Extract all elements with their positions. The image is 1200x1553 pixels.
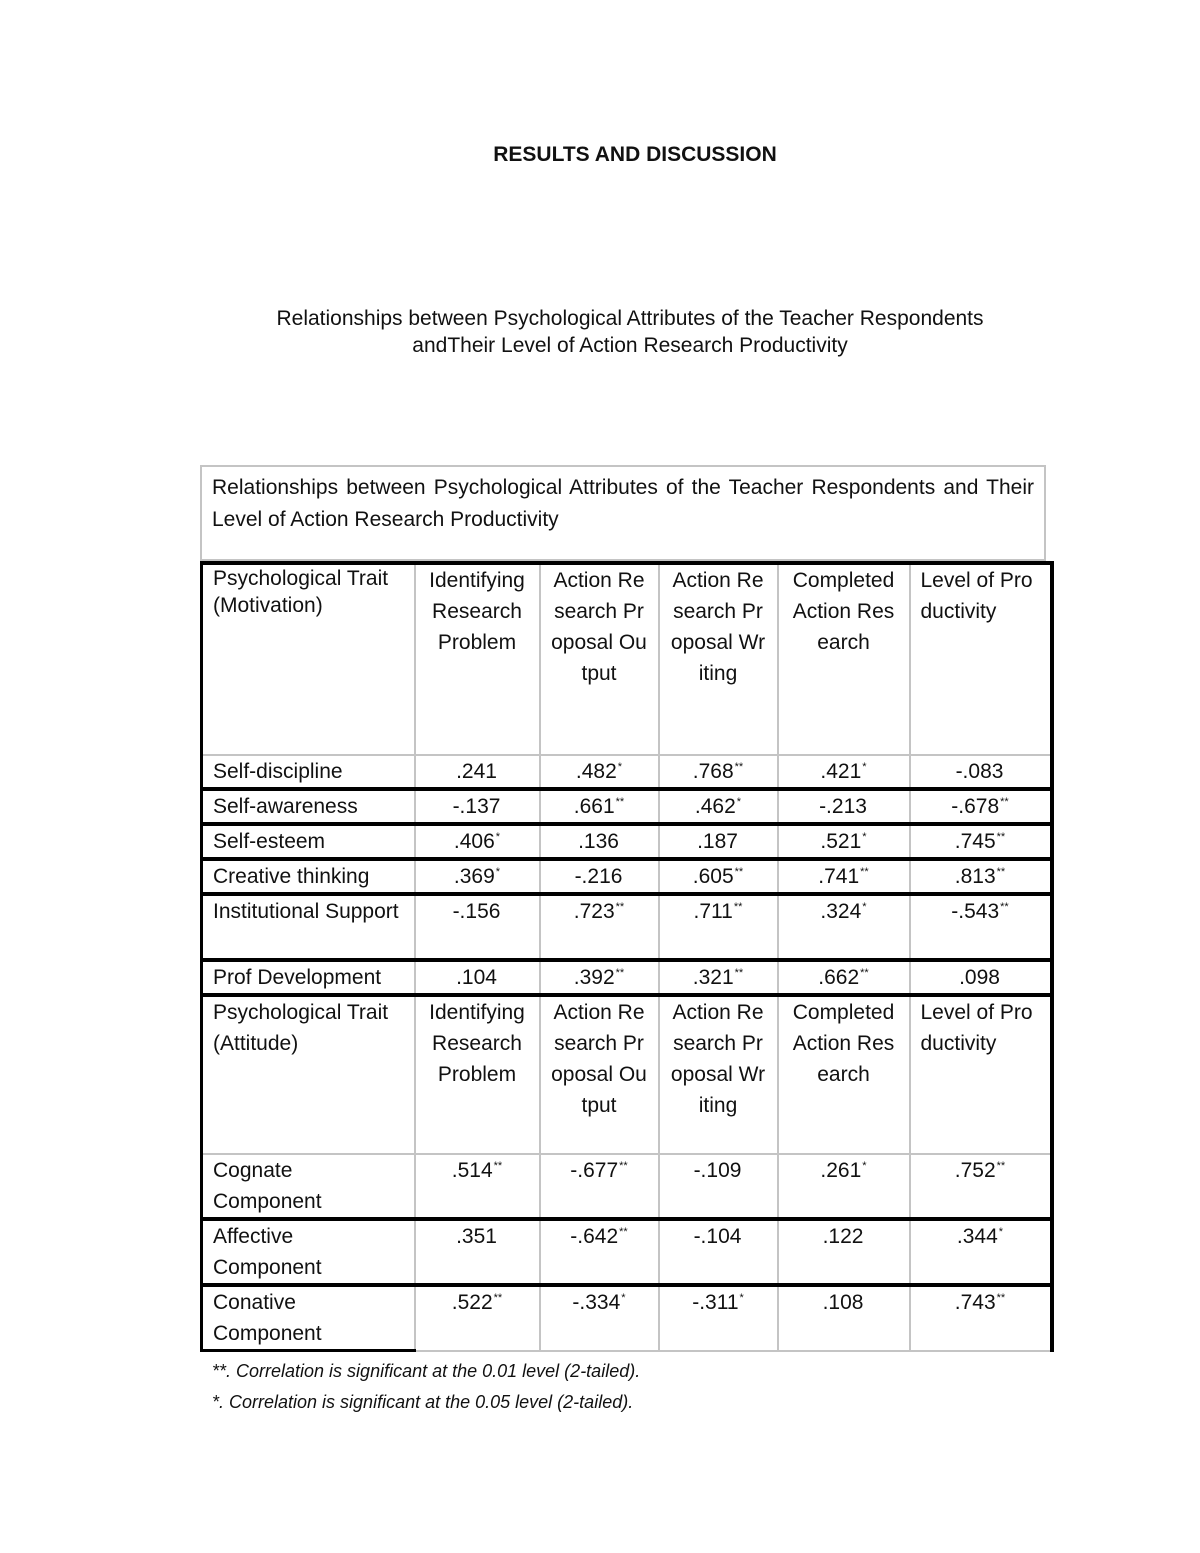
footnote-005: *. Correlation is significant at the 0.05 level (2-tailed).	[212, 1392, 634, 1412]
correlation-table	[200, 561, 1054, 1352]
value-cell: .745**	[910, 824, 1052, 859]
value-cell: .392**	[540, 960, 659, 995]
header-cell-proposal-writing: Action Research Proposal Writing	[659, 563, 778, 755]
row-label: Cognate Component	[202, 1154, 415, 1219]
value-cell: .136	[540, 824, 659, 859]
header-cell-trait: Psychological Trait (Attitude)	[202, 995, 415, 1154]
value-cell: .741**	[778, 859, 910, 894]
value-cell: .421*	[778, 755, 910, 789]
value-cell: .723**	[540, 894, 659, 960]
attitude-header-row	[202, 995, 1052, 1154]
value-cell: .098	[910, 960, 1052, 995]
header-cell-identifying: Identifying Research Problem	[415, 563, 540, 755]
value-cell: .522**	[415, 1285, 540, 1351]
value-cell: .351	[415, 1219, 540, 1285]
footnote-001: **. Correlation is significant at the 0.01 level (2-tailed).	[212, 1361, 641, 1381]
header-cell-proposal-output: Action Research Proposal Output	[540, 995, 659, 1154]
value-cell: .605**	[659, 859, 778, 894]
table-footnotes	[212, 1356, 640, 1418]
value-cell: .261*	[778, 1154, 910, 1219]
table-row	[202, 789, 1052, 824]
value-cell: -.104	[659, 1219, 778, 1285]
table-row	[202, 1285, 1052, 1351]
value-cell: .241	[415, 755, 540, 789]
value-cell: .482*	[540, 755, 659, 789]
value-cell: -.678**	[910, 789, 1052, 824]
page-heading: RESULTS AND DISCUSSION	[493, 143, 777, 166]
value-cell: .743**	[910, 1285, 1052, 1351]
header-cell-proposal-writing: Action Research Proposal Writing	[659, 995, 778, 1154]
header-cell-productivity: Level of Productivity	[910, 563, 1052, 755]
value-cell: .711**	[659, 894, 778, 960]
value-cell: -.334*	[540, 1285, 659, 1351]
value-cell: .462*	[659, 789, 778, 824]
value-cell: -.156	[415, 894, 540, 960]
header-cell-productivity: Level of Productivity	[910, 995, 1052, 1154]
row-label: Self-esteem	[202, 824, 415, 859]
motivation-header-row	[202, 563, 1052, 755]
header-cell-completed: Completed Action Research	[778, 563, 910, 755]
value-cell: .813**	[910, 859, 1052, 894]
value-cell: .344*	[910, 1219, 1052, 1285]
value-cell: -.213	[778, 789, 910, 824]
value-cell: .406*	[415, 824, 540, 859]
header-cell-completed: Completed Action Research	[778, 995, 910, 1154]
value-cell: .369*	[415, 859, 540, 894]
table-row	[202, 755, 1052, 789]
row-label: Institutional Support	[202, 894, 415, 960]
row-label: Prof Development	[202, 960, 415, 995]
value-cell: -.083	[910, 755, 1052, 789]
row-label: Conative Component	[202, 1285, 415, 1351]
value-cell: .768**	[659, 755, 778, 789]
value-cell: .661**	[540, 789, 659, 824]
value-cell: -.311*	[659, 1285, 778, 1351]
value-cell: -.137	[415, 789, 540, 824]
value-cell: .324*	[778, 894, 910, 960]
value-cell: .187	[659, 824, 778, 859]
header-cell-proposal-output: Action Research Proposal Output	[540, 563, 659, 755]
value-cell: -.216	[540, 859, 659, 894]
subtitle-line-2: andTheir Level of Action Research Productivity	[412, 334, 848, 357]
table-row	[202, 824, 1052, 859]
value-cell: .108	[778, 1285, 910, 1351]
value-cell: -.543**	[910, 894, 1052, 960]
value-cell: -.642**	[540, 1219, 659, 1285]
row-label: Self-awareness	[202, 789, 415, 824]
subtitle-line-1: Relationships between Psychological Attributes of the Teacher Respondents	[276, 307, 984, 330]
table-subtitle	[230, 305, 1030, 359]
table-row	[202, 859, 1052, 894]
value-cell: -.109	[659, 1154, 778, 1219]
value-cell: .122	[778, 1219, 910, 1285]
header-cell-trait: Psychological Trait (Motivation)	[202, 563, 415, 755]
table-row	[202, 960, 1052, 995]
table-row	[202, 894, 1052, 960]
value-cell: .521*	[778, 824, 910, 859]
value-cell: .662**	[778, 960, 910, 995]
row-label: Self-discipline	[202, 755, 415, 789]
row-label: Affective Component	[202, 1219, 415, 1285]
table-row	[202, 1154, 1052, 1219]
value-cell: .321**	[659, 960, 778, 995]
value-cell: .752**	[910, 1154, 1052, 1219]
value-cell: .104	[415, 960, 540, 995]
header-cell-identifying: Identifying Research Problem	[415, 995, 540, 1154]
table-caption: Relationships between Psychological Attributes of the Teacher Respondents and Their Level of Action Research Productivity	[200, 465, 1046, 561]
row-label: Creative thinking	[202, 859, 415, 894]
value-cell: -.677**	[540, 1154, 659, 1219]
table-row	[202, 1219, 1052, 1285]
value-cell: .514**	[415, 1154, 540, 1219]
